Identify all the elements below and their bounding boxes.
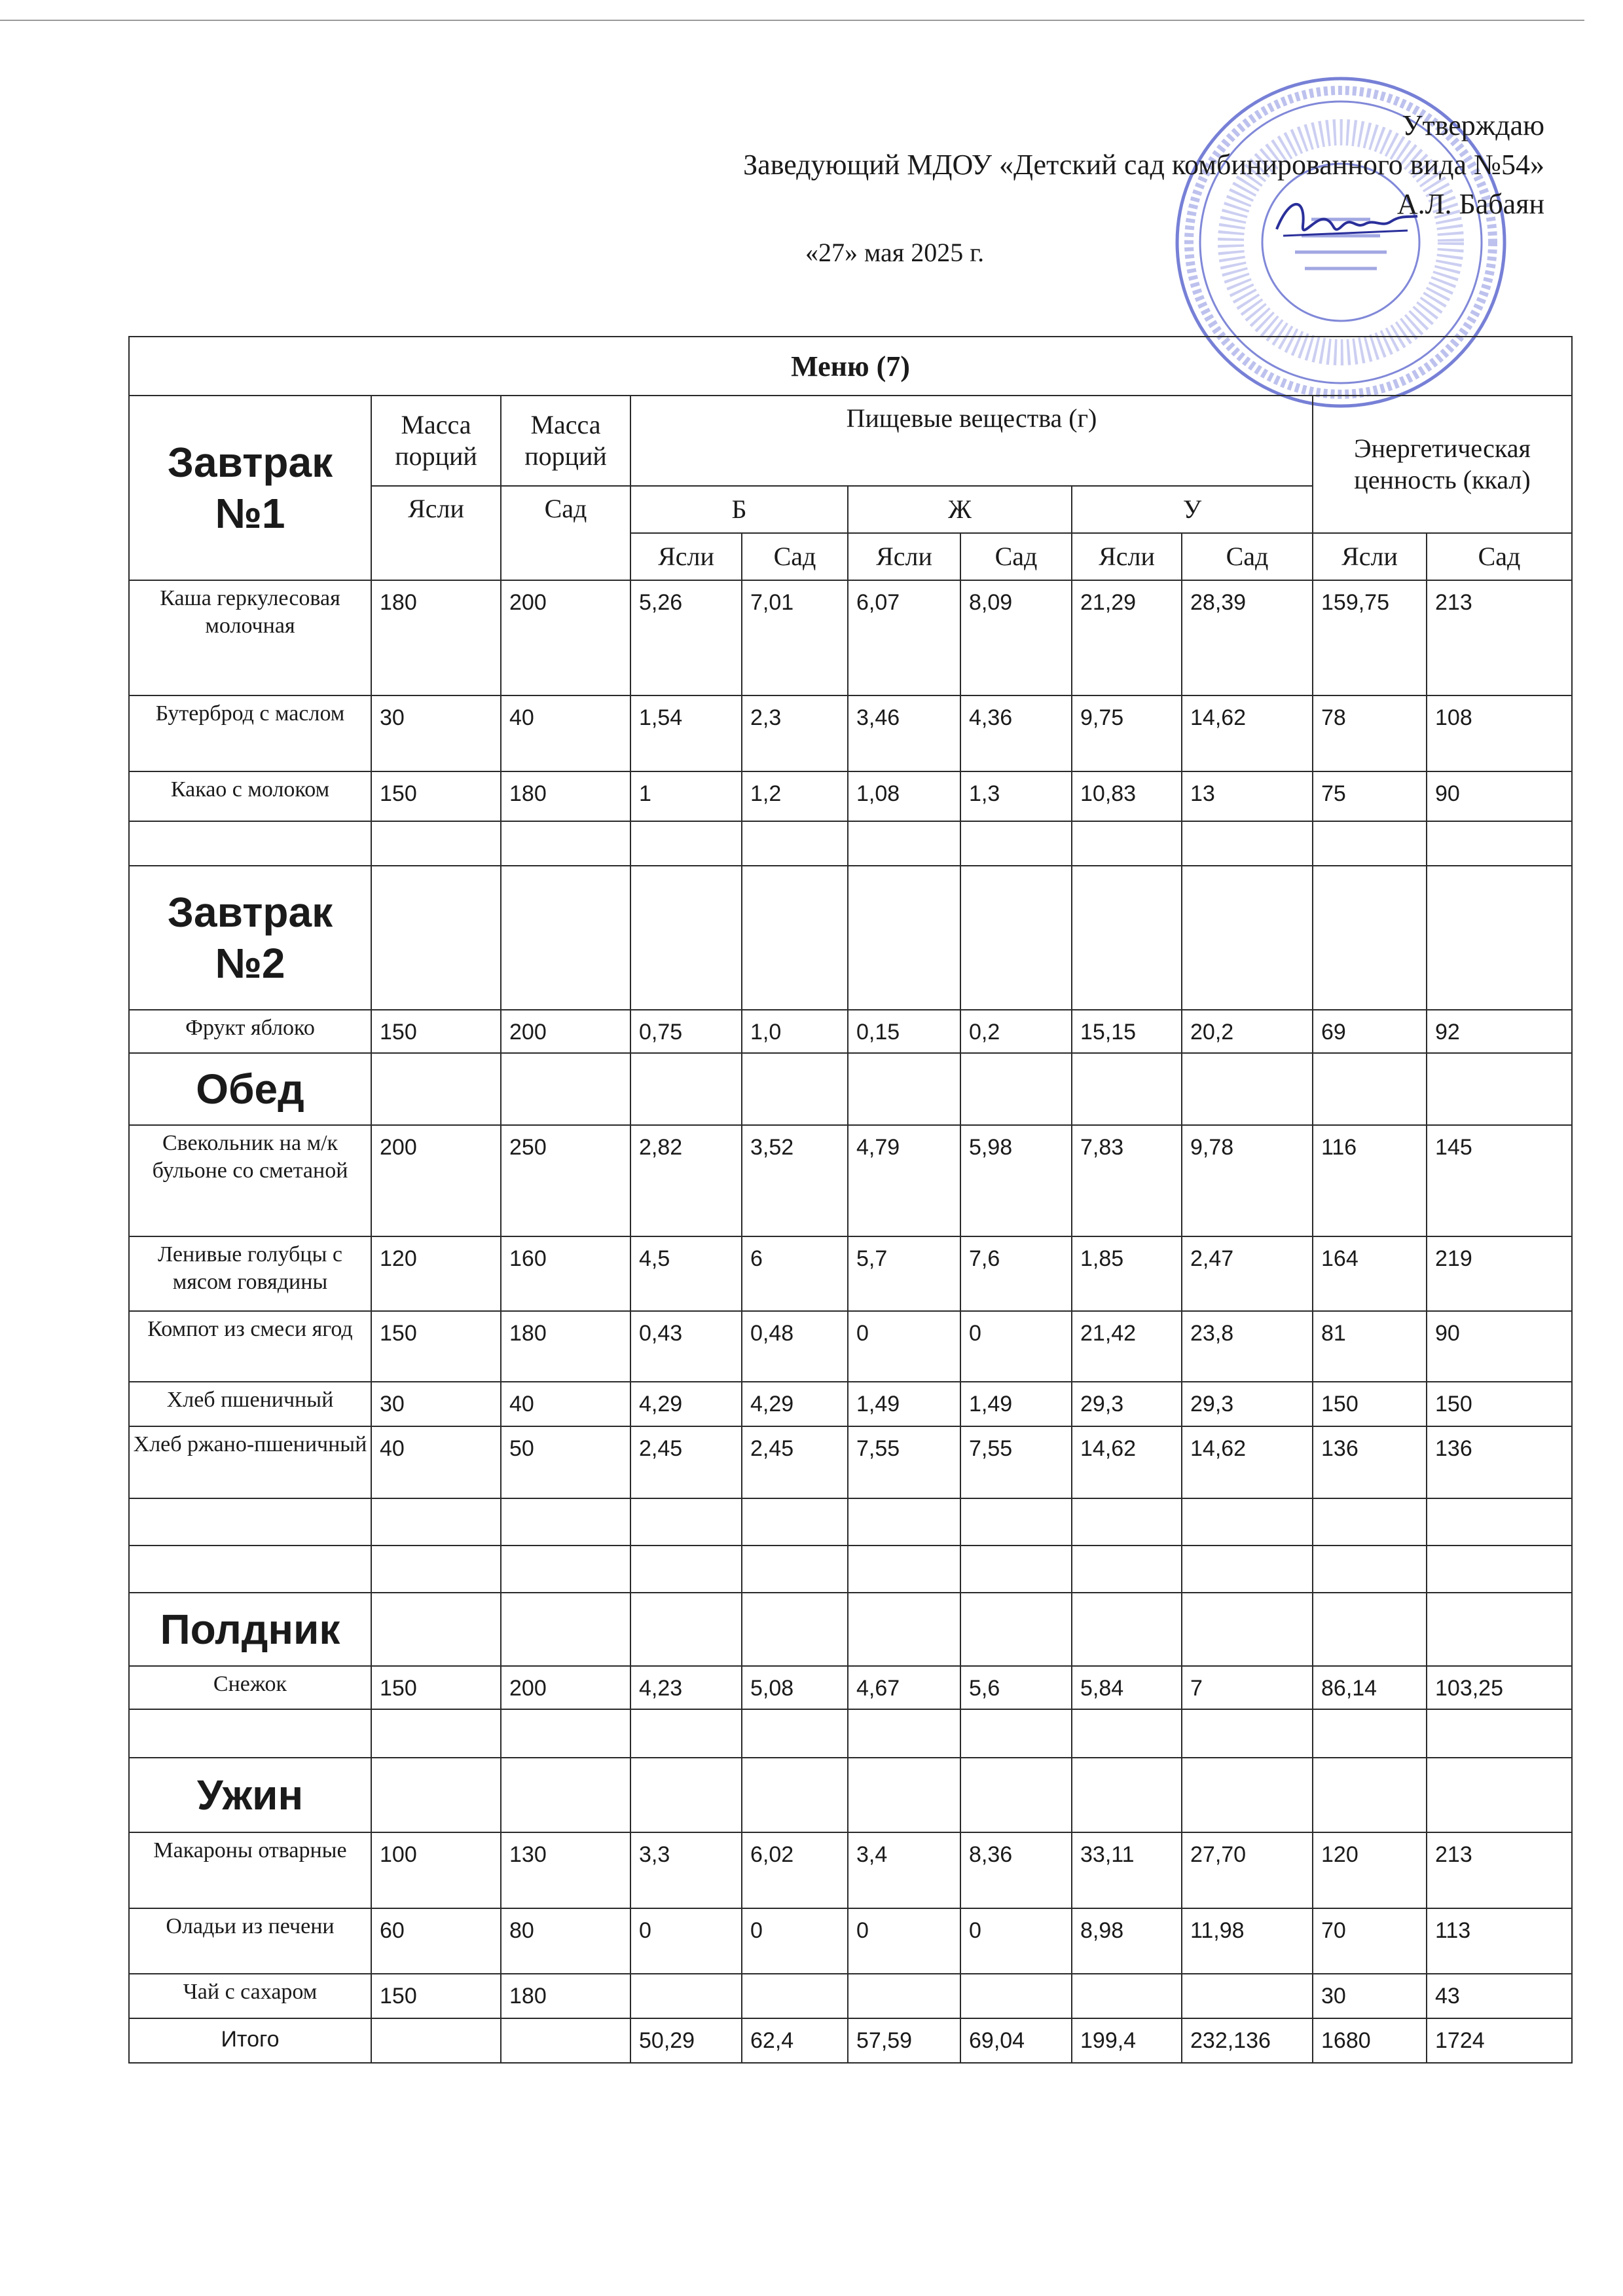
fat-sad: 1,49	[960, 1382, 1072, 1426]
mass-yasli: 150	[371, 1666, 501, 1709]
mass-yasli: 200	[371, 1125, 501, 1236]
header-nutrients: Пищевые вещества (г)	[630, 396, 1313, 486]
mass-sad: 180	[501, 1311, 630, 1382]
mass-yasli: 150	[371, 1010, 501, 1053]
energy-sad: 113	[1427, 1908, 1572, 1974]
energy-yasli: 75	[1313, 771, 1427, 821]
carbs-yasli: 21,42	[1072, 1311, 1182, 1382]
protein-yasli: 4,5	[630, 1236, 742, 1311]
empty-cell	[1427, 1546, 1572, 1593]
energy-sad: 90	[1427, 771, 1572, 821]
protein-sad: 6,02	[742, 1832, 848, 1908]
menu-title: Меню (7)	[129, 337, 1572, 396]
protein-sad: 7,01	[742, 580, 848, 695]
mass-sad: 180	[501, 771, 630, 821]
empty-cell	[630, 821, 742, 866]
mass-yasli: 40	[371, 1426, 501, 1498]
empty-cell	[1313, 1498, 1427, 1546]
carbs-yasli: 7,83	[1072, 1125, 1182, 1236]
fat-yasli: 1,49	[848, 1382, 960, 1426]
carbs-sad: 20,2	[1182, 1010, 1313, 1053]
mass-sad: 250	[501, 1125, 630, 1236]
fat-sad: 7,6	[960, 1236, 1072, 1311]
energy-sad: 103,25	[1427, 1666, 1572, 1709]
energy-yasli: 69	[1313, 1010, 1427, 1053]
carbs-yasli: 14,62	[1072, 1426, 1182, 1498]
empty-row	[129, 1546, 1572, 1593]
energy-sad: 145	[1427, 1125, 1572, 1236]
mass-sad: 50	[501, 1426, 630, 1498]
fat-yasli: 0,15	[848, 1010, 960, 1053]
empty-cell	[501, 1709, 630, 1758]
subheader-zh-sad: Сад	[960, 533, 1072, 580]
protein-sad: 0	[742, 1908, 848, 1974]
fat-sad	[960, 1974, 1072, 2018]
table-row	[129, 1236, 1572, 1311]
mass-yasli: 30	[371, 695, 501, 771]
energy-yasli: 164	[1313, 1236, 1427, 1311]
empty-cell	[1182, 1546, 1313, 1593]
dish-name: Компот из смеси ягод	[129, 1311, 371, 1382]
fat-sad: 5,98	[960, 1125, 1072, 1236]
mass-yasli: 30	[371, 1382, 501, 1426]
energy-sad: 1724	[1427, 2018, 1572, 2063]
fat-sad: 8,36	[960, 1832, 1072, 1908]
protein-sad: 62,4	[742, 2018, 848, 2063]
empty-cell	[1427, 1498, 1572, 1546]
protein-yasli: 0,43	[630, 1311, 742, 1382]
empty-cell	[1313, 1709, 1427, 1758]
protein-sad: 1,0	[742, 1010, 848, 1053]
empty-cell	[630, 1498, 742, 1546]
carbs-sad: 28,39	[1182, 580, 1313, 695]
empty-cell	[371, 1498, 501, 1546]
empty-cell	[742, 1498, 848, 1546]
empty-cell	[630, 1709, 742, 1758]
energy-sad: 213	[1427, 1832, 1572, 1908]
section-dinner: Ужин	[129, 1758, 371, 1832]
protein-yasli: 0	[630, 1908, 742, 1974]
mass-yasli: 150	[371, 771, 501, 821]
empty-row	[129, 1498, 1572, 1546]
fat-sad: 0,2	[960, 1010, 1072, 1053]
energy-yasli: 136	[1313, 1426, 1427, 1498]
empty-cell	[371, 1709, 501, 1758]
energy-sad: 136	[1427, 1426, 1572, 1498]
empty-cell	[742, 821, 848, 866]
carbs-yasli	[1072, 1974, 1182, 2018]
table-row	[129, 771, 1572, 821]
empty-cell	[742, 1709, 848, 1758]
carbs-sad: 14,62	[1182, 1426, 1313, 1498]
empty-cell	[1072, 1709, 1182, 1758]
protein-yasli: 5,26	[630, 580, 742, 695]
header-energy: Энергетическая ценность (ккал)	[1313, 396, 1572, 533]
mass-sad	[501, 2018, 630, 2063]
protein-yasli: 50,29	[630, 2018, 742, 2063]
energy-sad: 92	[1427, 1010, 1572, 1053]
energy-yasli: 150	[1313, 1382, 1427, 1426]
top-border-line	[0, 20, 1584, 21]
subheader-b-sad: Сад	[742, 533, 848, 580]
mass-sad: 40	[501, 1382, 630, 1426]
protein-yasli: 3,3	[630, 1832, 742, 1908]
protein-sad: 0,48	[742, 1311, 848, 1382]
protein-sad: 4,29	[742, 1382, 848, 1426]
empty-cell	[371, 821, 501, 866]
empty-cell	[1313, 1546, 1427, 1593]
dish-name: Фрукт яблоко	[129, 1010, 371, 1053]
table-row	[129, 580, 1572, 695]
protein-sad: 2,3	[742, 695, 848, 771]
dish-name: Свекольник на м/к бульоне со сметаной	[129, 1125, 371, 1236]
approval-title: Утверждаю	[1402, 109, 1544, 141]
empty-cell	[960, 1709, 1072, 1758]
mass-yasli: 120	[371, 1236, 501, 1311]
dish-name: Каша геркулесовая молочная	[129, 580, 371, 695]
fat-sad: 5,6	[960, 1666, 1072, 1709]
table-row	[129, 1382, 1572, 1426]
carbs-sad: 9,78	[1182, 1125, 1313, 1236]
energy-sad: 90	[1427, 1311, 1572, 1382]
header-yasli: Ясли	[371, 486, 501, 580]
subheader-u-sad: Сад	[1182, 533, 1313, 580]
empty-cell	[501, 821, 630, 866]
energy-yasli: 120	[1313, 1832, 1427, 1908]
fat-yasli: 5,7	[848, 1236, 960, 1311]
energy-sad: 213	[1427, 580, 1572, 695]
empty-cell	[129, 1498, 371, 1546]
mass-yasli: 100	[371, 1832, 501, 1908]
dish-name: Снежок	[129, 1666, 371, 1709]
dish-name: Оладьи из печени	[129, 1908, 371, 1974]
energy-sad: 219	[1427, 1236, 1572, 1311]
empty-cell	[1072, 821, 1182, 866]
empty-cell	[1072, 1546, 1182, 1593]
energy-yasli: 70	[1313, 1908, 1427, 1974]
protein-yasli	[630, 1974, 742, 2018]
protein-sad: 2,45	[742, 1426, 848, 1498]
carbs-yasli: 21,29	[1072, 580, 1182, 695]
protein-yasli: 4,23	[630, 1666, 742, 1709]
empty-cell	[1182, 1498, 1313, 1546]
energy-yasli: 78	[1313, 695, 1427, 771]
energy-sad: 150	[1427, 1382, 1572, 1426]
empty-cell	[1427, 1709, 1572, 1758]
table-row	[129, 1666, 1572, 1709]
protein-sad	[742, 1974, 848, 2018]
mass-yasli: 60	[371, 1908, 501, 1974]
energy-yasli: 30	[1313, 1974, 1427, 2018]
subheader-energy-sad: Сад	[1427, 533, 1572, 580]
dish-name: Хлеб пшеничный	[129, 1382, 371, 1426]
empty-cell	[848, 1709, 960, 1758]
empty-cell	[742, 1546, 848, 1593]
subheader-energy-yasli: Ясли	[1313, 533, 1427, 580]
energy-sad: 43	[1427, 1974, 1572, 2018]
subheader-b-yasli: Ясли	[630, 533, 742, 580]
empty-cell	[1313, 821, 1427, 866]
energy-sad: 108	[1427, 695, 1572, 771]
approval-date: «27» мая 2025 г.	[805, 238, 985, 267]
carbs-sad: 14,62	[1182, 695, 1313, 771]
table-row	[129, 1974, 1572, 2018]
fat-yasli: 4,79	[848, 1125, 960, 1236]
carbs-yasli: 5,84	[1072, 1666, 1182, 1709]
carbs-yasli: 9,75	[1072, 695, 1182, 771]
dish-name: Бутерброд с маслом	[129, 695, 371, 771]
mass-yasli	[371, 2018, 501, 2063]
carbs-sad: 11,98	[1182, 1908, 1313, 1974]
protein-sad: 5,08	[742, 1666, 848, 1709]
fat-sad: 4,36	[960, 695, 1072, 771]
protein-yasli: 4,29	[630, 1382, 742, 1426]
empty-cell	[630, 1546, 742, 1593]
carbs-yasli: 199,4	[1072, 2018, 1182, 2063]
carbs-sad: 27,70	[1182, 1832, 1313, 1908]
carbs-yasli: 1,85	[1072, 1236, 1182, 1311]
table-row	[129, 1908, 1572, 1974]
mass-sad: 130	[501, 1832, 630, 1908]
energy-yasli: 81	[1313, 1311, 1427, 1382]
mass-sad: 200	[501, 580, 630, 695]
carbs-yasli: 10,83	[1072, 771, 1182, 821]
carbs-yasli: 29,3	[1072, 1382, 1182, 1426]
subheader-u-yasli: Ясли	[1072, 533, 1182, 580]
table-row	[129, 1832, 1572, 1908]
empty-row	[129, 1709, 1572, 1758]
empty-cell	[848, 821, 960, 866]
fat-yasli: 0	[848, 1311, 960, 1382]
header-sad: Сад	[501, 486, 630, 580]
empty-cell	[848, 1546, 960, 1593]
fat-sad: 1,3	[960, 771, 1072, 821]
empty-cell	[501, 1498, 630, 1546]
empty-cell	[371, 1546, 501, 1593]
carbs-sad	[1182, 1974, 1313, 2018]
fat-sad: 0	[960, 1311, 1072, 1382]
dish-name: Хлеб ржано-пшеничный	[129, 1426, 371, 1498]
fat-yasli	[848, 1974, 960, 2018]
carbs-yasli: 15,15	[1072, 1010, 1182, 1053]
protein-sad: 3,52	[742, 1125, 848, 1236]
mass-sad: 80	[501, 1908, 630, 1974]
carbs-sad: 23,8	[1182, 1311, 1313, 1382]
mass-sad: 40	[501, 695, 630, 771]
section-breakfast-2: Завтрак №2	[129, 866, 371, 1010]
section-breakfast-1: Завтрак №1	[129, 396, 371, 580]
carbs-sad: 13	[1182, 771, 1313, 821]
dish-name: Макароны отварные	[129, 1832, 371, 1908]
header-u: У	[1072, 486, 1313, 533]
mass-yasli: 150	[371, 1974, 501, 2018]
mass-yasli: 150	[371, 1311, 501, 1382]
table-row	[129, 1010, 1572, 1053]
fat-yasli: 7,55	[848, 1426, 960, 1498]
fat-sad: 69,04	[960, 2018, 1072, 2063]
fat-yasli: 3,46	[848, 695, 960, 771]
section-snack: Полдник	[129, 1593, 371, 1666]
table-row	[129, 1125, 1572, 1236]
header-b: Б	[630, 486, 848, 533]
fat-yasli: 6,07	[848, 580, 960, 695]
header-mass-1: Масса порций	[371, 396, 501, 486]
empty-cell	[848, 1498, 960, 1546]
table-row	[129, 695, 1572, 771]
protein-yasli: 2,82	[630, 1125, 742, 1236]
fat-yasli: 57,59	[848, 2018, 960, 2063]
empty-cell	[1182, 821, 1313, 866]
dish-name: Какао с молоком	[129, 771, 371, 821]
header-zh: Ж	[848, 486, 1072, 533]
mass-sad: 200	[501, 1666, 630, 1709]
fat-sad: 0	[960, 1908, 1072, 1974]
empty-cell	[960, 1546, 1072, 1593]
fat-sad: 8,09	[960, 580, 1072, 695]
table-row	[129, 1311, 1572, 1382]
mass-sad: 160	[501, 1236, 630, 1311]
empty-cell	[960, 821, 1072, 866]
carbs-sad: 2,47	[1182, 1236, 1313, 1311]
protein-yasli: 1,54	[630, 695, 742, 771]
menu-table	[128, 336, 1573, 2064]
carbs-sad: 232,136	[1182, 2018, 1313, 2063]
fat-yasli: 4,67	[848, 1666, 960, 1709]
total-row	[129, 2018, 1572, 2063]
protein-yasli: 2,45	[630, 1426, 742, 1498]
protein-sad: 1,2	[742, 771, 848, 821]
carbs-yasli: 33,11	[1072, 1832, 1182, 1908]
section-lunch: Обед	[129, 1053, 371, 1125]
subheader-zh-yasli: Ясли	[848, 533, 960, 580]
fat-yasli: 0	[848, 1908, 960, 1974]
energy-yasli: 116	[1313, 1125, 1427, 1236]
empty-cell	[1427, 821, 1572, 866]
carbs-yasli: 8,98	[1072, 1908, 1182, 1974]
energy-yasli: 1680	[1313, 2018, 1427, 2063]
header-mass-2: Масса порций	[501, 396, 630, 486]
empty-cell	[960, 1498, 1072, 1546]
empty-cell	[129, 1546, 371, 1593]
carbs-sad: 29,3	[1182, 1382, 1313, 1426]
empty-cell	[1072, 1498, 1182, 1546]
empty-cell	[129, 821, 371, 866]
carbs-sad: 7	[1182, 1666, 1313, 1709]
approval-position: Заведующий МДОУ «Детский сад комбинированного вида №54»	[743, 149, 1544, 181]
fat-yasli: 1,08	[848, 771, 960, 821]
total-label: Итого	[129, 2018, 371, 2063]
empty-row	[129, 821, 1572, 866]
fat-yasli: 3,4	[848, 1832, 960, 1908]
empty-cell	[1182, 1709, 1313, 1758]
protein-yasli: 0,75	[630, 1010, 742, 1053]
mass-yasli: 180	[371, 580, 501, 695]
dish-name: Ленивые голубцы с мясом говядины	[129, 1236, 371, 1311]
protein-sad: 6	[742, 1236, 848, 1311]
energy-yasli: 159,75	[1313, 580, 1427, 695]
empty-cell	[501, 1546, 630, 1593]
energy-yasli: 86,14	[1313, 1666, 1427, 1709]
dish-name: Чай с сахаром	[129, 1974, 371, 2018]
fat-sad: 7,55	[960, 1426, 1072, 1498]
approval-name: А.Л. Бабаян	[1396, 188, 1544, 220]
table-row	[129, 1426, 1572, 1498]
mass-sad: 200	[501, 1010, 630, 1053]
approval-block	[743, 106, 1544, 224]
empty-cell	[129, 1709, 371, 1758]
protein-yasli: 1	[630, 771, 742, 821]
mass-sad: 180	[501, 1974, 630, 2018]
